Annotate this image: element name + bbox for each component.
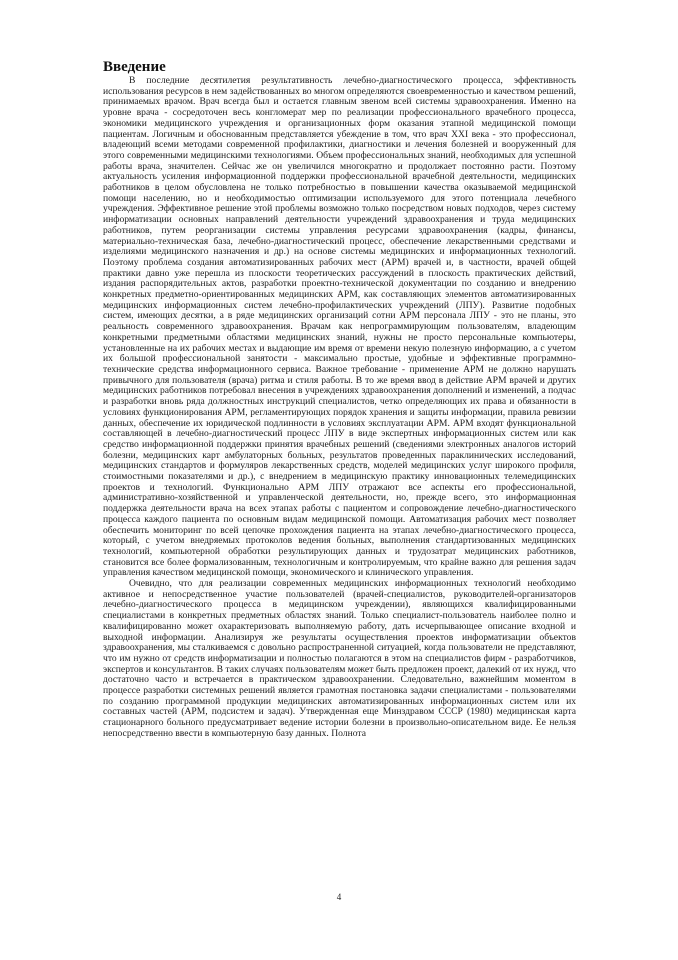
paragraph-2: Очевидно, что для реализации современных медицинских информационных технологий необходимо активное и непосредственное участие пользователей (врачей-специалистов, руководителей-организаторов лечебно-диагностического процесса в медицинском учреждении), являющихся квалифицированными специалистами в конкретных предметных областях знаний. Только специалист-пользователь наиболее полно и квалифицированно может охарактеризовать выполняемую работу, дать исчерпывающее описание входной и выходной информации. Анализируя же результаты осуществления проектов информатизации объектов здравоохранения, мы сталкиваемся с довольно распространенной ситуацией, когда пользователи не представляют, что им нужно от средств информатизации и полностью полагаются в этом на специалистов фирм - разработчиков, экспертов и консультантов. В таких случаях пользователям может быть предложен проект, далекий от их нужд, что достаточно часто и встречается в практическом здравоохранении. Следовательно, важнейшим моментом в процессе разработки системных решений является грамотная постановка задачи специалистами - пользователями по созданию программной продукции медицинских автоматизированных информационных систем или их составных частей (АРМ, подсистем и задач). Утвержденная еще Минздравом СССР (1980) медицинская карта стационарного больного предусматривает ведение истории болезни в произвольно-описательном виде. Ее нельзя непосредственно ввести в компьютерную базу данных. Полнота <box>103 578 576 739</box>
page-number: 4 <box>336 892 342 902</box>
section-heading: Введение <box>103 59 166 75</box>
body-text <box>103 76 576 740</box>
paragraph-1: В последние десятилетия результативность лечебно-диагностического процесса, эффективность использования ресурсов в нем задействованных во многом определяются своевременностью и качеством решений, принимаемых врачом. Врач всегда был и остается главным звеном всей системы здравоохранения. Именно на уровне врача - сосредоточен весь конгломерат мер по реализации профессионального врачебного процесса, экономики медицинского учреждения и организационных форм оказания этапной медицинской помощи пациентам. Логичным и обоснованным представляется убеждение в том, что врач XXI века - это профессионал, владеющий всеми методами современной профилактики, диагностики и лечения болезней и вооруженный для этого современными медицинскими технологиями. Объем профессиональных знаний, необходимых для успешной работы врача, значителен. Сейчас же он увеличился многократно и продолжает постоянно расти. Поэтому актуальность усиления информационной поддержки профессиональной врачебной деятельности, медицинских работников в целом обусловлена не только потребностью в повышении качества оказываемой медицинской помощи населению, но и необходимостью оптимизации используемого для этого потенциала лечебного учреждения. Эффективное решение этой проблемы возможно только посредством новых подходов, через систему информатизации основных направлений деятельности учреждений здравоохранения и труда медицинских работников, путем реорганизации системы управления ресурсами здравоохранения (кадры, финансы, материально-техническая база, лечебно-диагностический процесс, обеспечение лекарственными средствами и изделиями медицинского назначения и др.) на основе системы медицинских и информационных технологий. Поэтому проблема создания автоматизированных рабочих мест (АРМ) врачей и, в частности, врачей общей практики давно уже перешла из плоскости теоретических рассуждений в плоскость практических действий, издания распорядительных актов, разработки проектно-технической документации по созданию и внедрению конкретных предметно-ориентированных медицинских АРМ, как составляющих элементов автоматизированных медицинских информационных систем лечебно-профилактических учреждений (ЛПУ). Развитие подобных систем, имеющих десятки, а в ряде медицинских организаций сотни АРМ персонала ЛПУ - это не планы, это реальность современного здравоохранения. Врачам как непрограммирующим пользователям, владеющим конкретными предметными областями медицинских знаний, нужны не просто персональные компьютеры, установленные на их рабочих местах и выдающие им время от времени некую полезную информацию, а с учетом их большой профессиональной занятости - максимально простые, удобные и эффективные программно-технические средства информационного сервиса. Важное требование - применение АРМ не должно нарушать привычного для пользователя (врача) ритма и стиля работы. В то же время ввод в действие АРМ врачей и других медицинских работников потребовал внесения в учреждениях здравоохранения дополнений и изменений, а подчас и разработки вновь ряда должностных инструкций специалистов, четко определяющих их права и обязанности в условиях функционирования АРМ, регламентирующих порядок хранения и защиты информации, правила ревизии данных, обеспечение их юридической подлинности в условиях эксплуатации АРМ. АРМ входят функциональной составляющей в лечебно-диагностический процесс ЛПУ в виде экспертных информационных систем или как средство информационной поддержки принятия врачебных решений (сведениями электронных аналогов историй болезни, медицинских карт амбулаторных больных, результатов проведенных параклинических исследований, медицинских стандартов и формуляров лекарственных средств, моделей медицинских услуг широкого профиля, стоимостными показателями и др.), с внедрением в медицинскую практику инновационных телемедицинских проектов и технологий. Функционально АРМ ЛПУ отражают все аспекты его профессиональной, административно-хозяйственной и управленческой деятельности, но, прежде всего, это информационная поддержка деятельности врача на всех этапах работы с пациентом и сопровождение лечебно-диагностического процесса каждого пациента по основным видам медицинской помощи. Автоматизация рабочих мест позволяет обеспечить мониторинг по всей цепочке прохождения пациента на этапах лечебно-диагностического процесса, который, с учетом внедряемых протоколов ведения больных, выполнения стандартизованных медицинских технологий, компьютерной обработки результирующих данных и трудозатрат медицинских работников, становится все более формализованным, технологичным и контролируемым, что крайне важно для решения задач управления качеством медицинской помощи, экономического и клинического управления. <box>103 75 576 579</box>
